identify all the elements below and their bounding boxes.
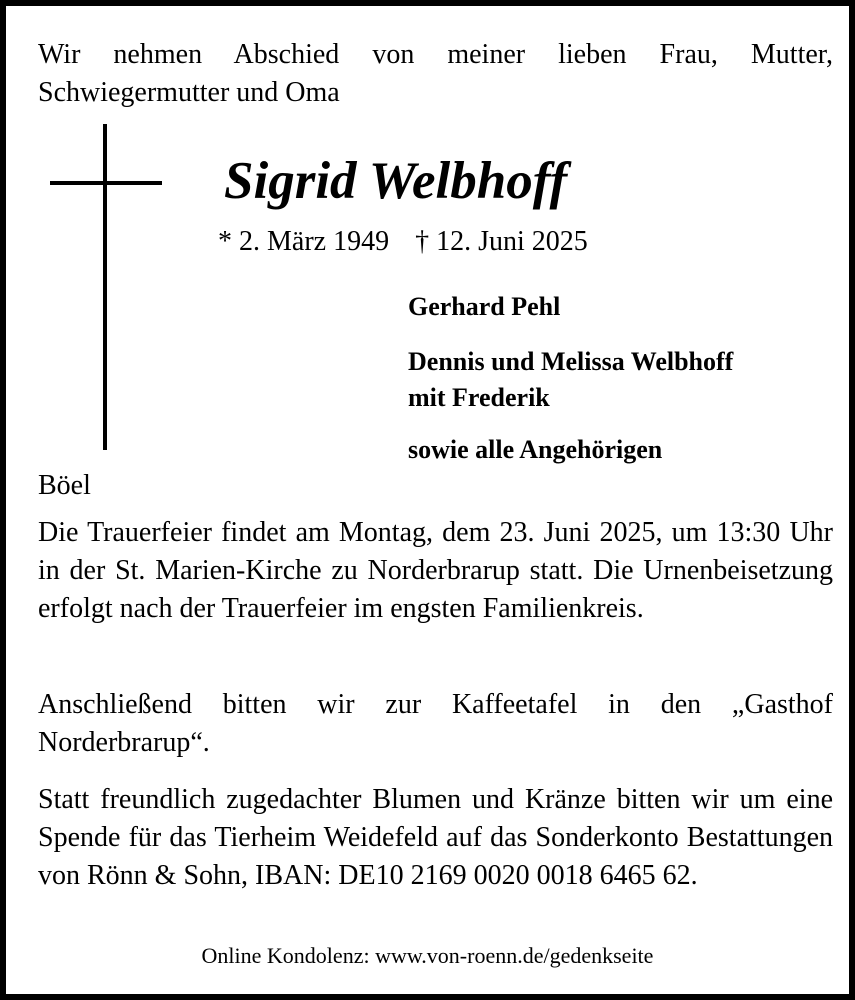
mourner-children: Dennis und Melissa Welbhoff mit Frederik (408, 347, 734, 412)
death-date: † 12. Juni 2025 (415, 226, 588, 257)
cross-vertical-bar (103, 124, 107, 450)
donation-paragraph: Statt freundlich zugedachter Blumen und Kränze bitten wir um eine Spende für das Tierheim Weidefeld auf das Sonderkonto Bestattungen von Rönn & Sohn, IBAN: DE10 2169 0020 0018 6465 62. (38, 784, 833, 891)
birth-date: * 2. März 1949 (218, 226, 390, 257)
mourner-spouse: Gerhard Pehl (408, 292, 561, 321)
coffee-paragraph: Anschließend bitten wir zur Kaffeetafel in den „Gasthof Norderbrarup“. (38, 689, 833, 758)
intro-line-2: Schwiegermutter und Oma (38, 77, 340, 108)
place-name: Böel (38, 470, 91, 501)
ceremony-paragraph: Die Trauerfeier findet am Montag, dem 23. Juni 2025, um 13:30 Uhr in der St. Marien-Kirche zu Norderbrarup statt. Die Urnenbeisetzung erfolgt nach der Trauerfeier im engsten Familienkreis. (38, 517, 833, 624)
intro-text (38, 36, 833, 112)
life-dates (218, 224, 588, 260)
cross-horizontal-bar (50, 181, 162, 185)
mourners-list (408, 288, 838, 468)
online-condolence: Online Kondolenz: www.von-roenn.de/gedenkseite (201, 943, 654, 968)
mourner-others: sowie alle Angehörigen (408, 435, 663, 464)
intro-line-1: Wir nehmen Abschied von meiner lieben Frau, Mutter, (38, 39, 833, 70)
deceased-name: Sigrid Welbhoff (224, 152, 568, 210)
